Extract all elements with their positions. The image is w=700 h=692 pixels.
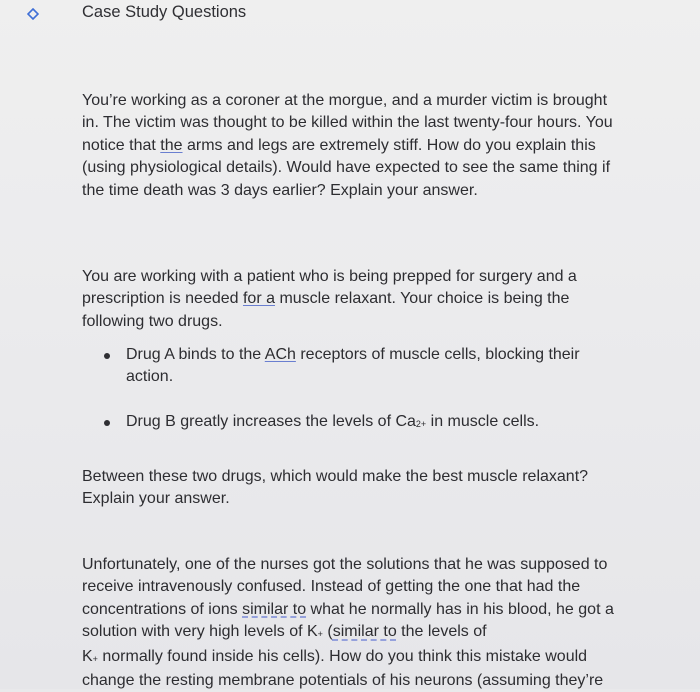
question-2-intro bbox=[82, 266, 682, 333]
question-1-line: the time death was 3 days earlier? Explain your answer. bbox=[82, 181, 478, 199]
question-3-line: concentrations of ions similar to what he normally has in his blood, he got a bbox=[82, 600, 614, 618]
question-2-line: prescription is needed for a muscle relaxant. Your choice is being the bbox=[82, 290, 570, 308]
question-2-prompt bbox=[82, 466, 682, 511]
question-1-line: notice that the arms and legs are extremely stiff. How do you explain this bbox=[82, 136, 596, 154]
question-1-line: You’re working as a coroner at the morgue, and a murder victim is brought bbox=[82, 92, 608, 109]
question-3-line: change the resting membrane potentials of his neurons (assuming they’re bbox=[82, 672, 604, 690]
question-2-line: following two drugs. bbox=[82, 312, 223, 330]
question-1-line: (using physiological details). Would have expected to see the same thing if bbox=[82, 159, 611, 177]
question-2-line: You are working with a patient who is being prepped for surgery and a bbox=[82, 268, 577, 285]
bullet-icon bbox=[104, 420, 110, 426]
question-1-line: in. The victim was thought to be killed within the last twenty-four hours. You bbox=[82, 114, 613, 132]
drug-a-line: Drug A binds to the ACh receptors of muscle cells, blocking their bbox=[126, 346, 580, 363]
drug-b-line: Drug B greatly increases the levels of Ca2+ in muscle cells. bbox=[126, 413, 540, 430]
question-2-prompt-line: Between these two drugs, which would make the best muscle relaxant? bbox=[82, 468, 589, 485]
question-2-prompt-line: Explain your answer. bbox=[82, 490, 230, 508]
page-title: Case Study Questions bbox=[82, 3, 247, 21]
question-3-text bbox=[82, 554, 682, 692]
question-3-line: solution with very high levels of K+ (similar to the levels of bbox=[82, 623, 487, 641]
diamond-icon bbox=[27, 8, 39, 20]
question-3-line: receive intravenously confused. Instead of getting the one that had the bbox=[82, 578, 581, 596]
question-3-line: K+ normally found inside his cells). How do you think this mistake would bbox=[82, 647, 588, 665]
bullet-icon bbox=[104, 353, 110, 359]
question-3-line: Unfortunately, one of the nurses got the solutions that he was supposed to bbox=[82, 556, 608, 573]
question-1-text bbox=[82, 90, 682, 202]
drug-a-line: action. bbox=[126, 368, 174, 386]
